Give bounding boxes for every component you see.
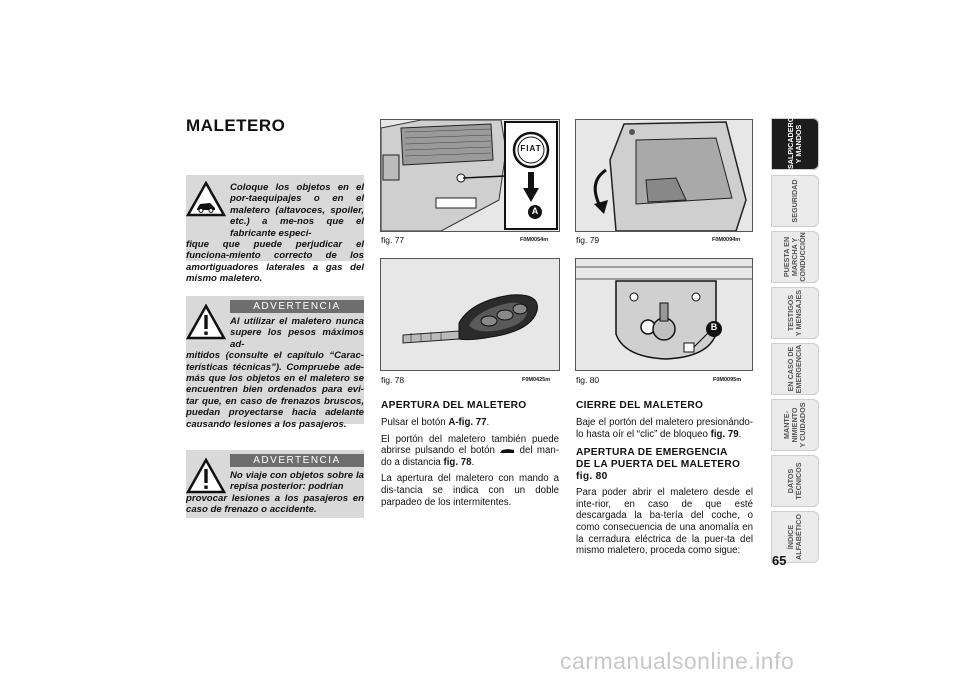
figure-caption: fig. 78 [381,375,405,385]
page-number: 65 [772,553,787,568]
remote-key-illustration [381,259,559,370]
car-trunk-icon [499,447,515,455]
figure-caption: fig. 79 [576,235,600,245]
figure-80 [575,258,753,371]
advertencia-text-rest: mitidos (consulte el capítulo “Carac-terísticas técnicas”). Compruebe ade-más que los objetos en el maletero se encuentren bien ordenados para evi-tar que, en caso de frenazos bruscos, puedan proyectarse hacia adelante causando lesiones a los pasajeros. [186,350,364,430]
paragraph: Para poder abrir el maletero desde el inte-rior, en caso de que esté descargada la ba-tería del coche, o como consecuencia de una anomalía en la cerradura eléctrica de la puer-ta del mismo maletero, proceda como sigue: [576,487,753,557]
paragraph: El portón del maletero también puede abrirse pulsando el botón del man-do a distancia fig. 78. [381,433,559,468]
tailgate-closing-illustration [576,120,752,231]
paragraph: La apertura del maletero con mando a dis-tancia se indica con un doble parpadeo de los intermitentes. [381,473,559,508]
section-heading: fig. 80 [576,471,608,483]
advertencia-box-1 [186,296,364,430]
advertencia-heading: ADVERTENCIA [230,454,364,467]
page-title: MALETERO [186,116,286,135]
tab-datos-tecnicos[interactable]: DATOS TÉCNICOS [771,455,819,507]
advertencia-text-rest: provocar lesiones a los pasajeros en caso de frenazo o accidente. [186,492,364,516]
advertencia-box-2 [186,450,364,518]
figure-reference: fig. 78 [443,456,472,468]
figure-caption: fig. 77 [381,235,405,245]
figure-77 [380,119,560,232]
figure-79 [575,119,753,232]
advertencia-heading: ADVERTENCIA [230,300,364,313]
section-heading: APERTURA DEL MALETERO [381,400,527,411]
paragraph: Pulsar el botón A-fig. 77. [381,417,490,428]
tab-seguridad[interactable]: SEGURIDAD [771,175,819,227]
lock-mechanism-illustration [576,259,752,370]
section-heading: CIERRE DEL MALETERO [576,400,704,411]
figure-78 [380,258,560,371]
cierre-section [576,400,753,557]
callout-b-label: B [710,322,718,332]
exclamation-warning-icon [186,304,226,340]
tab-testigos[interactable]: TESTIGOS Y MENSAJES [771,287,819,339]
apertura-section [381,400,559,508]
figure-code: F0M0425m [522,377,551,383]
figure-code: F0M0054m [520,237,549,243]
watermark-text: carmanualsonline.info [560,648,795,674]
callout-a-label: A [531,206,539,216]
tab-salpicadero[interactable]: SALPICADERO Y MANDOS [771,118,819,170]
advertencia-text-head: No viaje con objetos sobre la repisa posterior: podrían [230,470,364,493]
section-heading: DE LA PUERTA DEL MALETERO [576,459,741,471]
warning-note-box [186,175,364,285]
car-warning-icon [186,181,226,217]
figure-reference: A-fig. 77 [448,417,487,428]
figure-caption: fig. 80 [576,375,600,385]
figure-code: F0M0095m [713,377,742,383]
figure-reference: fig. 79 [710,428,739,440]
exclamation-warning-icon [186,458,226,494]
tab-emergencia[interactable]: EN CASO DE EMERGENCIA [771,343,819,395]
fiat-badge-text: FIAT [520,144,542,153]
figure-code: F0M0094m [712,237,741,243]
advertencia-text-head: Al utilizar el maletero nunca supere los pesos máximos ad- [230,316,364,350]
tab-indice[interactable]: ÍNDICE ALFABÉTICO [771,511,819,563]
tab-puesta-en-marcha[interactable]: PUESTA EN MARCHA Y CONDUCCIÓN [771,231,819,283]
section-heading: APERTURA DE EMERGENCIA [576,447,728,459]
paragraph: Baje el portón del maletero presionándo-lo hasta oír el “clic” de bloqueo fig. 79. [576,417,753,440]
tab-mantenimiento[interactable]: MANTE- NIMIENTO Y CUIDADOS [771,399,819,451]
warning-note-text-rest: fique que puede perjudicar el funciona-miento correcto de los amortiguadores laterales a gas del mismo maletero. [186,239,364,285]
warning-note-text-head: Coloque los objetos en el por-taequipajes o en el maletero (altavoces, spoiler, etc.) a me-nos que el fabricante especi- [230,182,364,239]
